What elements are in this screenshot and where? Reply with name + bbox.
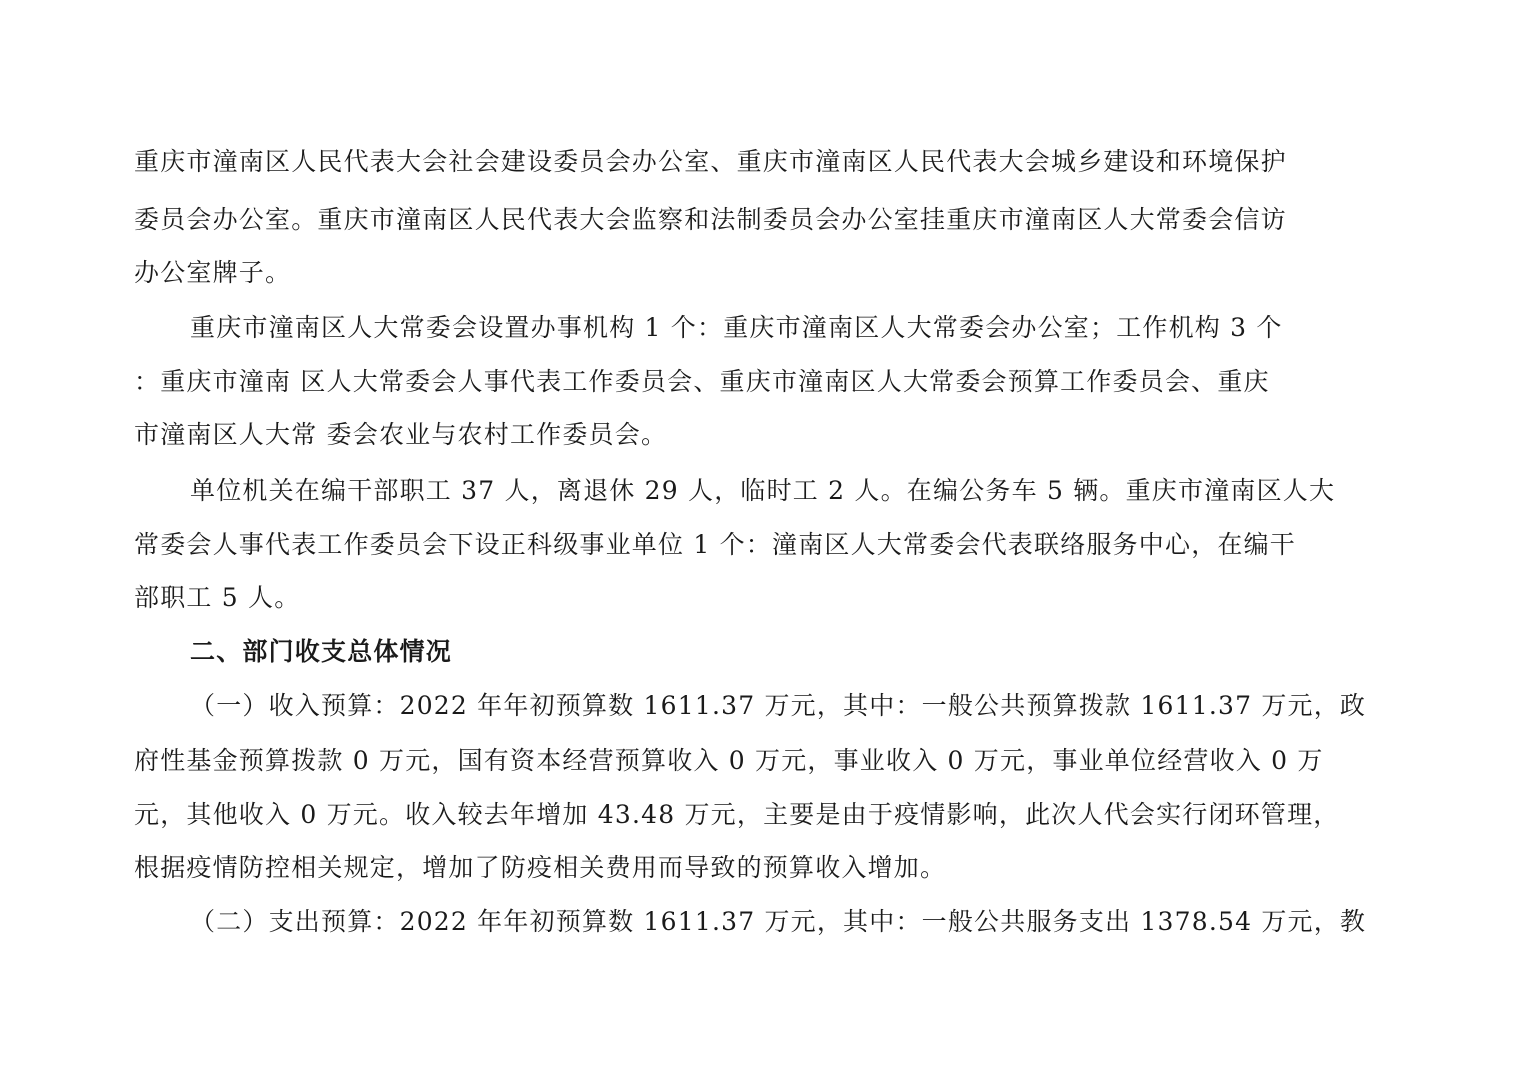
paragraph-line-4: 重庆市潼南区人大常委会设置办事机构 1 个：重庆市潼南区人大常委会办公室；工作机构 3 个 bbox=[190, 313, 1283, 342]
paragraph-line-12: 府性基金预算拨款 0 万元，国有资本经营预算收入 0 万元，事业收入 0 万元，事业单位经营收入 0 万 bbox=[134, 746, 1324, 775]
paragraph-line-1: 重庆市潼南区人民代表大会社会建设委员会办公室、重庆市潼南区人民代表大会城乡建设和环境保护 bbox=[134, 147, 1287, 176]
paragraph-line-7: 单位机关在编干部职工 37 人，离退休 29 人，临时工 2 人。在编公务车 5 辆。重庆市潼南区人大 bbox=[190, 476, 1336, 505]
paragraph-line-5: ：重庆市潼南 区人大常委会人事代表工作委员会、重庆市潼南区人大常委会预算工作委员会、重庆 bbox=[134, 367, 1270, 396]
paragraph-line-9: 部职工 5 人。 bbox=[134, 583, 301, 612]
paragraph-line-15: （二）支出预算：2022 年年初预算数 1611.37 万元，其中：一般公共服务支出 1378.54 万元，教 bbox=[190, 907, 1367, 936]
paragraph-line-13: 元，其他收入 0 万元。收入较去年增加 43.48 万元，主要是由于疫情影响，此次人代会实行闭环管理， bbox=[134, 800, 1340, 829]
paragraph-line-14: 根据疫情防控相关规定，增加了防疫相关费用而导致的预算收入增加。 bbox=[134, 853, 947, 882]
section-heading: 二、部门收支总体情况 bbox=[190, 637, 453, 666]
paragraph-line-6: 市潼南区人大常 委会农业与农村工作委员会。 bbox=[134, 420, 668, 449]
paragraph-line-11: （一）收入预算：2022 年年初预算数 1611.37 万元，其中：一般公共预算拨款 1611.37 万元，政 bbox=[190, 691, 1367, 720]
paragraph-line-8: 常委会人事代表工作委员会下设正科级事业单位 1 个：潼南区人大常委会代表联络服务中心，在编干 bbox=[134, 530, 1297, 559]
paragraph-line-3: 办公室牌子。 bbox=[134, 258, 292, 287]
paragraph-line-2: 委员会办公室。重庆市潼南区人民代表大会监察和法制委员会办公室挂重庆市潼南区人大常委会信访 bbox=[134, 205, 1287, 234]
